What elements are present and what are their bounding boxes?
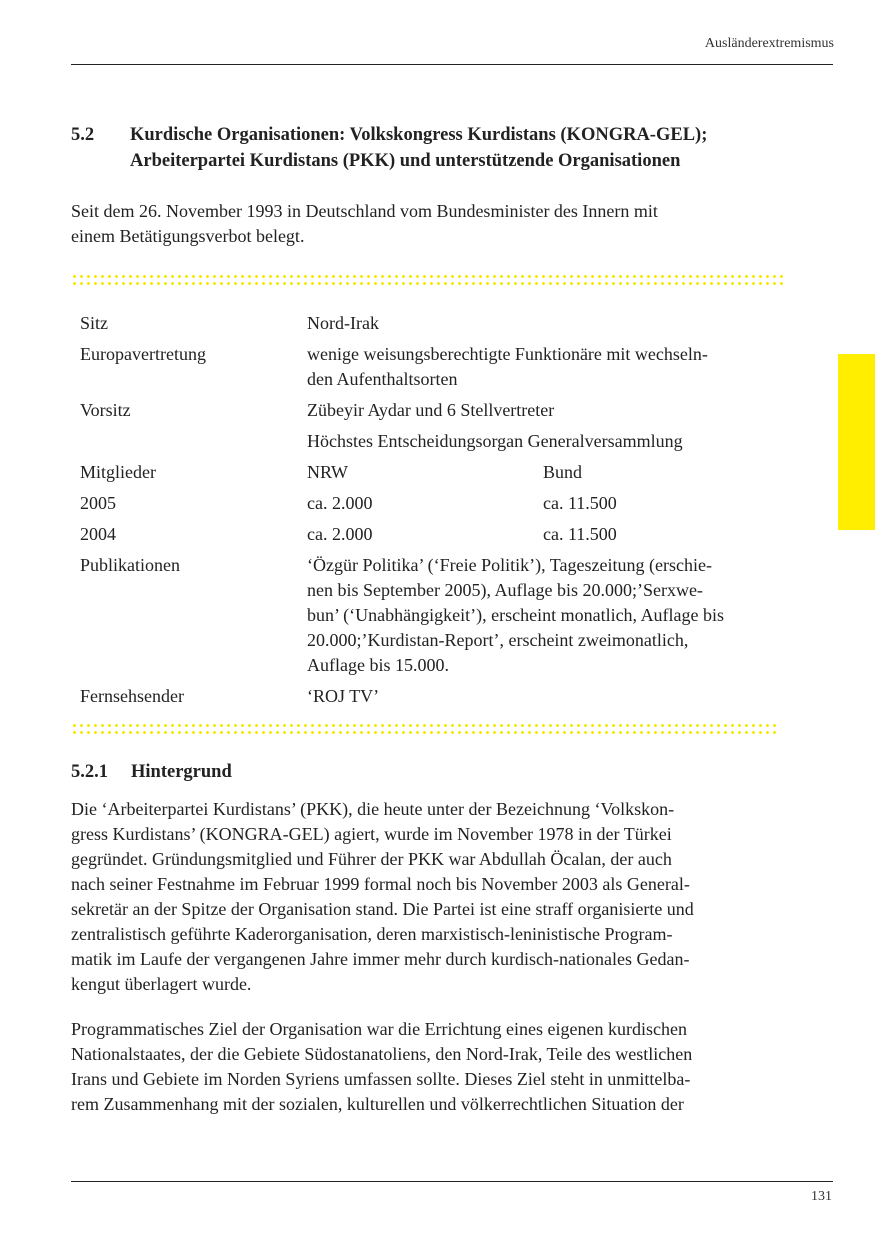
text-line: Die ‘Arbeiterpartei Kurdistans’ (PKK), die heute unter der Bezeichnung ‘Volkskon-: [71, 799, 675, 819]
section-number: 5.2: [71, 125, 95, 145]
fact-value-line: wenige weisungsberechtigte Funktionäre mit wechseln-: [307, 344, 708, 364]
subsection-heading: [71, 762, 232, 783]
fact-value: [307, 553, 800, 678]
fact-value-line: Auflage bis 15.000.: [307, 655, 449, 675]
chapter-tab-marker: [838, 354, 875, 530]
text-line: zentralistisch geführte Kaderorganisation, deren marxistisch-leninistische Program-: [71, 924, 673, 944]
fact-value-line: bun’ (‘Unabhängigkeit’), erscheint monatlich, Auflage bis: [307, 605, 725, 625]
fact-row-members-2004: [80, 522, 800, 547]
fact-label: Vorsitz: [80, 400, 131, 420]
fact-label: Publikationen: [80, 555, 180, 575]
fact-label: Fernsehsender: [80, 686, 184, 706]
dotted-divider-top: [71, 273, 783, 285]
fact-value-line: Zübeyir Aydar und 6 Stellvertreter: [307, 400, 555, 420]
text-line: kengut überlagert wurde.: [71, 974, 252, 994]
fact-row-vorsitz: [80, 398, 800, 454]
body-paragraph-2: [71, 1017, 811, 1117]
footer-rule: [71, 1181, 833, 1182]
section-heading: [71, 122, 811, 174]
header-rule: [71, 64, 833, 65]
subsection-title: Hintergrund: [131, 762, 232, 782]
fact-value-line: den Aufenthaltsorten: [307, 369, 458, 389]
fact-row-members-2005: [80, 491, 800, 516]
section-title-line-1: Kurdische Organisationen: Volkskongress Kurdistans (KONGRA-GEL);: [130, 125, 708, 145]
fact-value-line: nen bis September 2005), Auflage bis 20.000;’Serxwe-: [307, 580, 703, 600]
fact-label: Sitz: [80, 313, 109, 333]
intro-line: einem Betätigungsverbot belegt.: [71, 226, 305, 246]
text-line: Nationalstaates, der die Gebiete Südostanatoliens, den Nord-Irak, Teile des westlichen: [71, 1044, 693, 1064]
text-line: gress Kurdistans’ (KONGRA-GEL) agiert, wurde im November 1978 in der Türkei: [71, 824, 672, 844]
fact-row-sitz: [80, 311, 800, 336]
bund-cell: ca. 11.500: [543, 524, 617, 544]
text-line: Programmatisches Ziel der Organisation war die Errichtung eines eigenen kurdischen: [71, 1019, 687, 1039]
fact-value-line: Höchstes Entscheidungsorgan Generalversammlung: [307, 431, 683, 451]
text-line: matik im Laufe der vergangenen Jahre immer mehr durch kurdisch-nationales Gedan-: [71, 949, 690, 969]
fact-value-line: ‘Özgür Politika’ (‘Freie Politik’), Tageszeitung (erschie-: [307, 555, 712, 575]
fact-label: Europavertretung: [80, 344, 206, 364]
fact-value: ‘ROJ TV’: [307, 686, 380, 706]
nrw-cell: ca. 2.000: [307, 493, 373, 513]
fact-value: Nord-Irak: [307, 313, 379, 333]
fact-value-line: 20.000;’Kurdistan-Report’, erscheint zweimonatlich,: [307, 630, 689, 650]
year-cell: 2005: [80, 493, 116, 513]
dotted-divider-bottom: [71, 722, 777, 734]
intro-line: Seit dem 26. November 1993 in Deutschland vom Bundesminister des Innern mit: [71, 201, 658, 221]
text-line: nach seiner Festnahme im Februar 1999 formal noch bis November 2003 als General-: [71, 874, 690, 894]
body-paragraph-1: [71, 797, 811, 997]
fact-label: Mitglieder: [80, 462, 156, 482]
text-line: gegründet. Gründungsmitglied und Führer der PKK war Abdullah Öcalan, der auch: [71, 849, 672, 869]
intro-paragraph: [71, 199, 811, 249]
section-title-line-2: Arbeiterpartei Kurdistans (PKK) und unterstützende Organisationen: [130, 151, 681, 171]
column-header-bund: Bund: [543, 462, 583, 482]
subsection-number: 5.2.1: [71, 762, 108, 782]
fact-sheet-table: [80, 311, 800, 715]
page-number: 131: [811, 1189, 832, 1204]
column-header-nrw: NRW: [307, 462, 349, 482]
fact-value: [307, 398, 800, 454]
year-cell: 2004: [80, 524, 116, 544]
fact-row-europavertretung: [80, 342, 800, 392]
text-line: rem Zusammenhang mit der sozialen, kulturellen und völkerrechtlichen Situation der: [71, 1094, 684, 1114]
fact-row-fernsehsender: [80, 684, 800, 709]
fact-value: [307, 342, 800, 392]
fact-row-publikationen: [80, 553, 800, 678]
bund-cell: ca. 11.500: [543, 493, 617, 513]
text-line: Irans und Gebiete im Norden Syriens umfassen sollte. Dieses Ziel steht in unmittelba-: [71, 1069, 691, 1089]
running-header: Ausländerextremismus: [704, 36, 834, 51]
fact-row-mitglieder-header: [80, 460, 800, 485]
text-line: sekretär an der Spitze der Organisation stand. Die Partei ist eine straff organisierte und: [71, 899, 694, 919]
nrw-cell: ca. 2.000: [307, 524, 373, 544]
